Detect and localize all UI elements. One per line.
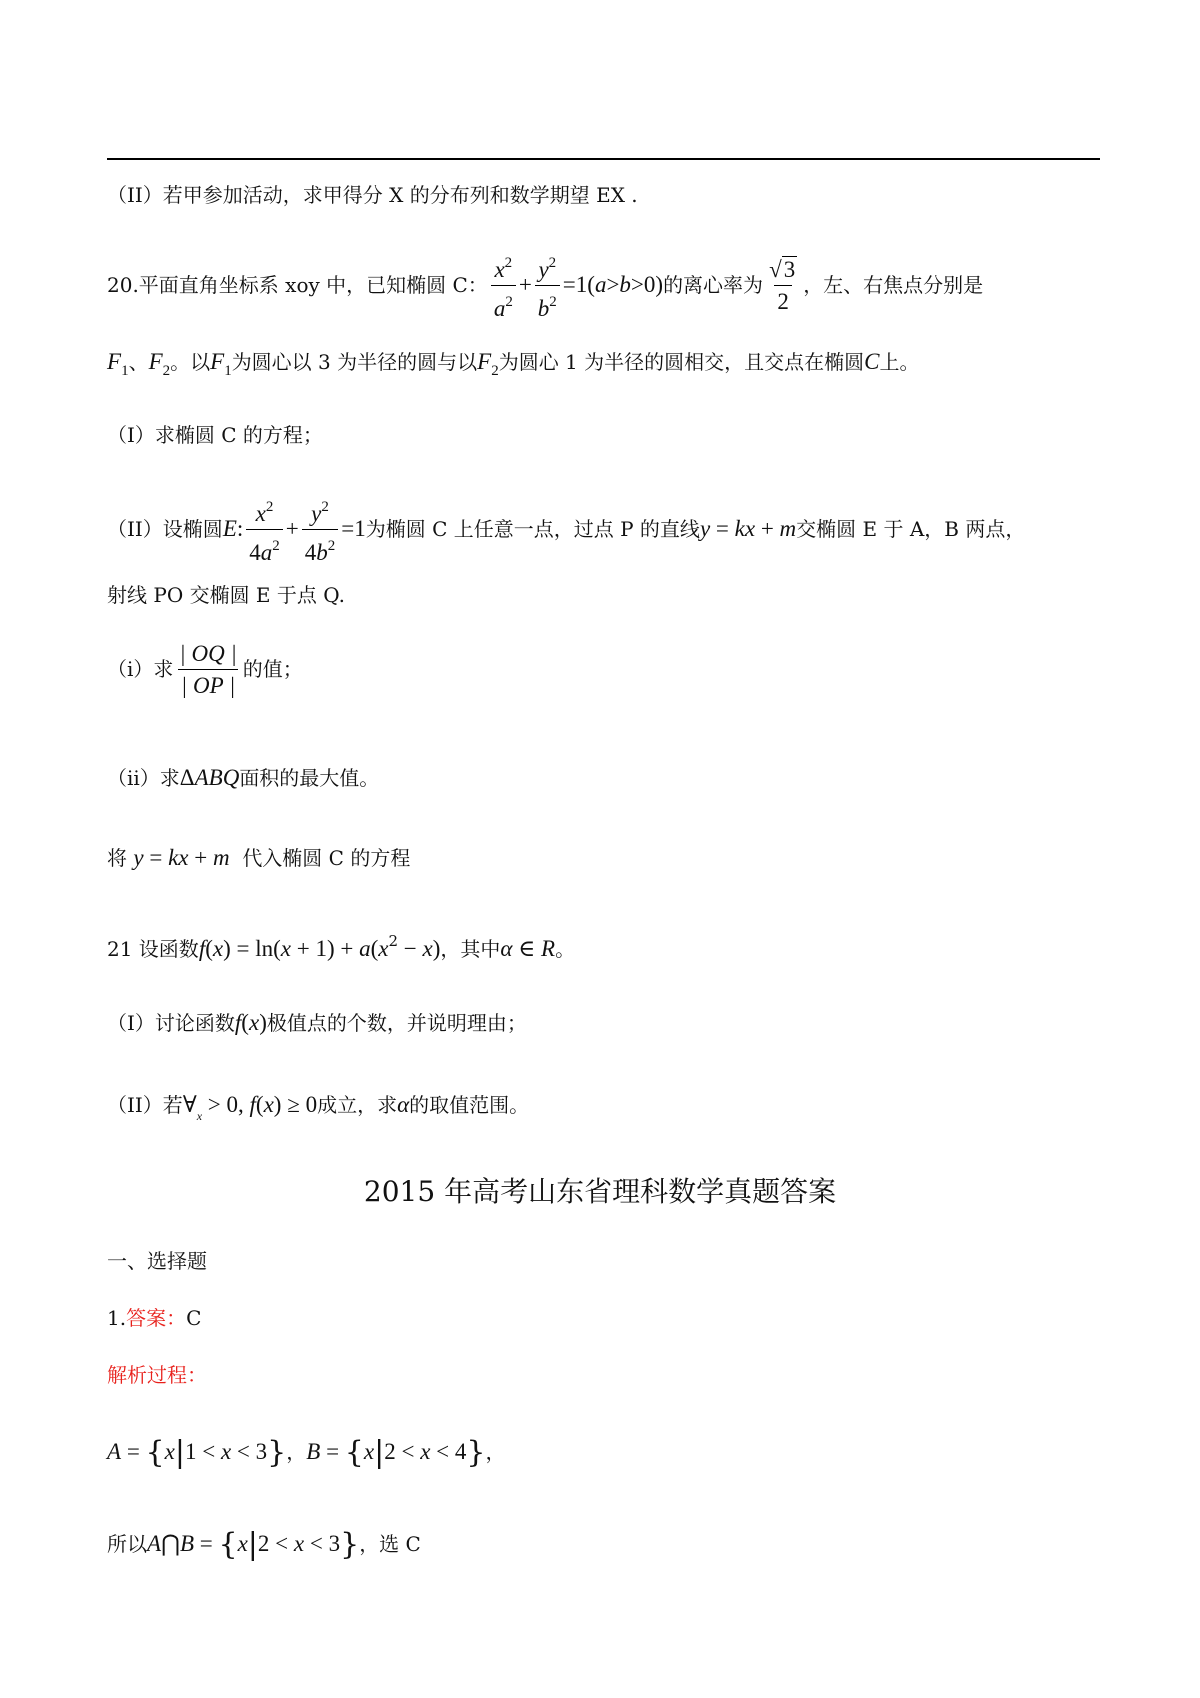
q19-part2 <box>107 180 1100 210</box>
q1-number: 1. <box>107 1306 127 1330</box>
q20-tail-text: ，左、右焦点分别是 <box>803 273 984 297</box>
sep-1: ， <box>286 1440 307 1464</box>
q20-sub1-lead: （i）求 <box>107 657 174 681</box>
q19-part2-text: （II）若甲参加活动，求甲得分 X 的分布列和数学期望 EX . <box>107 183 638 207</box>
q21-stem: 21 设函数$f(x) = \ln(x + 1) + a(x^2 - x)$，其中α ∈ R。 <box>107 932 576 961</box>
q20-stem: 20.平面直角坐标系 xoy 中，已知椭圆 C： $\frac{x^2}{a^2}$ + $\frac{y^2}{b^2}$ =1(a>b>0)的离心率为 $\frac{√3}{2}$ ，左、右焦点分别是 <box>107 248 1100 325</box>
ellipse-c-y-term: $\frac{y^2}{b^2}$ <box>535 248 560 325</box>
answer-q1 <box>107 1303 1100 1333</box>
q20-note: 将 y = kx + m 代入椭圆 C 的方程 <box>107 845 411 870</box>
so-lead: 所以 <box>107 1532 147 1556</box>
analysis-label: 解析过程： <box>107 1363 207 1387</box>
q20-part2-line2 <box>107 580 1100 610</box>
q20-part1-text: （I）求椭圆 C 的方程； <box>107 423 323 447</box>
header-rule <box>107 158 1100 160</box>
q20-note-tail: 代入椭圆 C 的方程 <box>242 846 411 870</box>
sep-2: ， <box>485 1440 506 1464</box>
q20-lead-text: 20.平面直角坐标系 xoy 中，已知椭圆 C： <box>107 273 488 297</box>
q20-note-lead: 将 <box>107 846 127 870</box>
q20-sub2-tail: 面积的最大值。 <box>239 766 380 790</box>
q20-sub2-lead: （ii）求 <box>107 766 180 790</box>
q20-sub2: （ii）求ΔABQ面积的最大值。 <box>107 765 380 790</box>
q1-answer-value: C <box>186 1306 202 1330</box>
q20-part2-tail: 交椭圆 E 于 A，B 两点， <box>796 517 1026 541</box>
q20-part2: （II）设椭圆E: $\frac{x^2}{4a^2}$ + $\frac{y^2}{4b^2}$ =1为椭圆 C 上任意一点，过点 P 的直线y = kx + m交椭圆 E 于 A，B 两点， <box>107 492 1100 569</box>
q20-part2-lead: （II）设椭圆 <box>107 517 223 541</box>
q20-line2-a: 、 <box>128 350 149 374</box>
q20-foci-line: $F_1$、$F_2$。以$F_1$为圆心以 3 为半径的圆与以$F_2$为圆心 1 为半径的圆相交，且交点在椭圆C上。 <box>107 349 920 379</box>
q20-line2-e: 上。 <box>879 350 920 374</box>
ellipse-e-x-term: $\frac{x^2}{4a^2}$ <box>246 492 283 569</box>
so-tail: ，选 C <box>359 1532 421 1556</box>
analysis-sets: A = {x|1 < x < 3}，B = {x|2 < x < 4}， <box>107 1435 506 1470</box>
q20-line2-d: 为圆心 1 为半径的圆相交，且交点在椭圆 <box>498 350 865 374</box>
q21-part2-tail: 的取值范围。 <box>409 1093 530 1117</box>
q21-part2-lead: （II）若 <box>107 1093 183 1117</box>
section-heading: 一、选择题 <box>107 1249 207 1273</box>
q21-part1-lead: （I）讨论函数 <box>107 1011 235 1035</box>
analysis-heading <box>107 1360 1100 1390</box>
analysis-conclusion: 所以A⋂B = {x|2 < x < 3}，选 C <box>107 1527 421 1562</box>
q21-part1: （I）讨论函数f(x)极值点的个数，并说明理由； <box>107 1010 527 1035</box>
answers-title: 2015 年高考山东省理科数学真题答案 <box>363 1175 837 1208</box>
q1-answer-label: 答案： <box>126 1306 187 1330</box>
q20-line2-b: 。以 <box>170 350 211 374</box>
answers-section <box>107 1246 1100 1276</box>
q20-part2-line2-text: 射线 PO 交椭圆 E 于点 Q. <box>107 583 345 607</box>
q21-part2-mid: 成立，求 <box>317 1093 398 1117</box>
q20-part2-mid: 为椭圆 C 上任意一点，过点 P 的直线 <box>365 517 700 541</box>
ellipse-c-x-term: $\frac{x^2}{a^2}$ <box>491 248 516 325</box>
q20-condition-text: 的离心率为 <box>663 273 764 297</box>
q20-sub1-tail: 的值； <box>242 657 303 681</box>
q20-sub1 <box>107 638 1100 702</box>
eccentricity-fraction: $\frac{√3}{2}$ <box>766 255 800 318</box>
q20-line2-c: 为圆心以 3 为半径的圆与以 <box>231 350 478 374</box>
q21-part2: （II）若$\forall_x > 0$, f(x) ≥ 0成立，求α的取值范围。 <box>107 1092 530 1123</box>
q20-part1 <box>107 420 1100 450</box>
q21-tail: 。 <box>555 937 576 961</box>
q21-lead: 21 设函数 <box>107 937 199 961</box>
q21-part1-tail: 极值点的个数，并说明理由； <box>266 1011 527 1035</box>
oq-op-ratio: $\frac{| OQ |}{| OP |}$ <box>176 639 239 702</box>
ellipse-e-y-term: $\frac{y^2}{4b^2}$ <box>302 492 339 569</box>
q21-mid: ，其中 <box>440 937 501 961</box>
